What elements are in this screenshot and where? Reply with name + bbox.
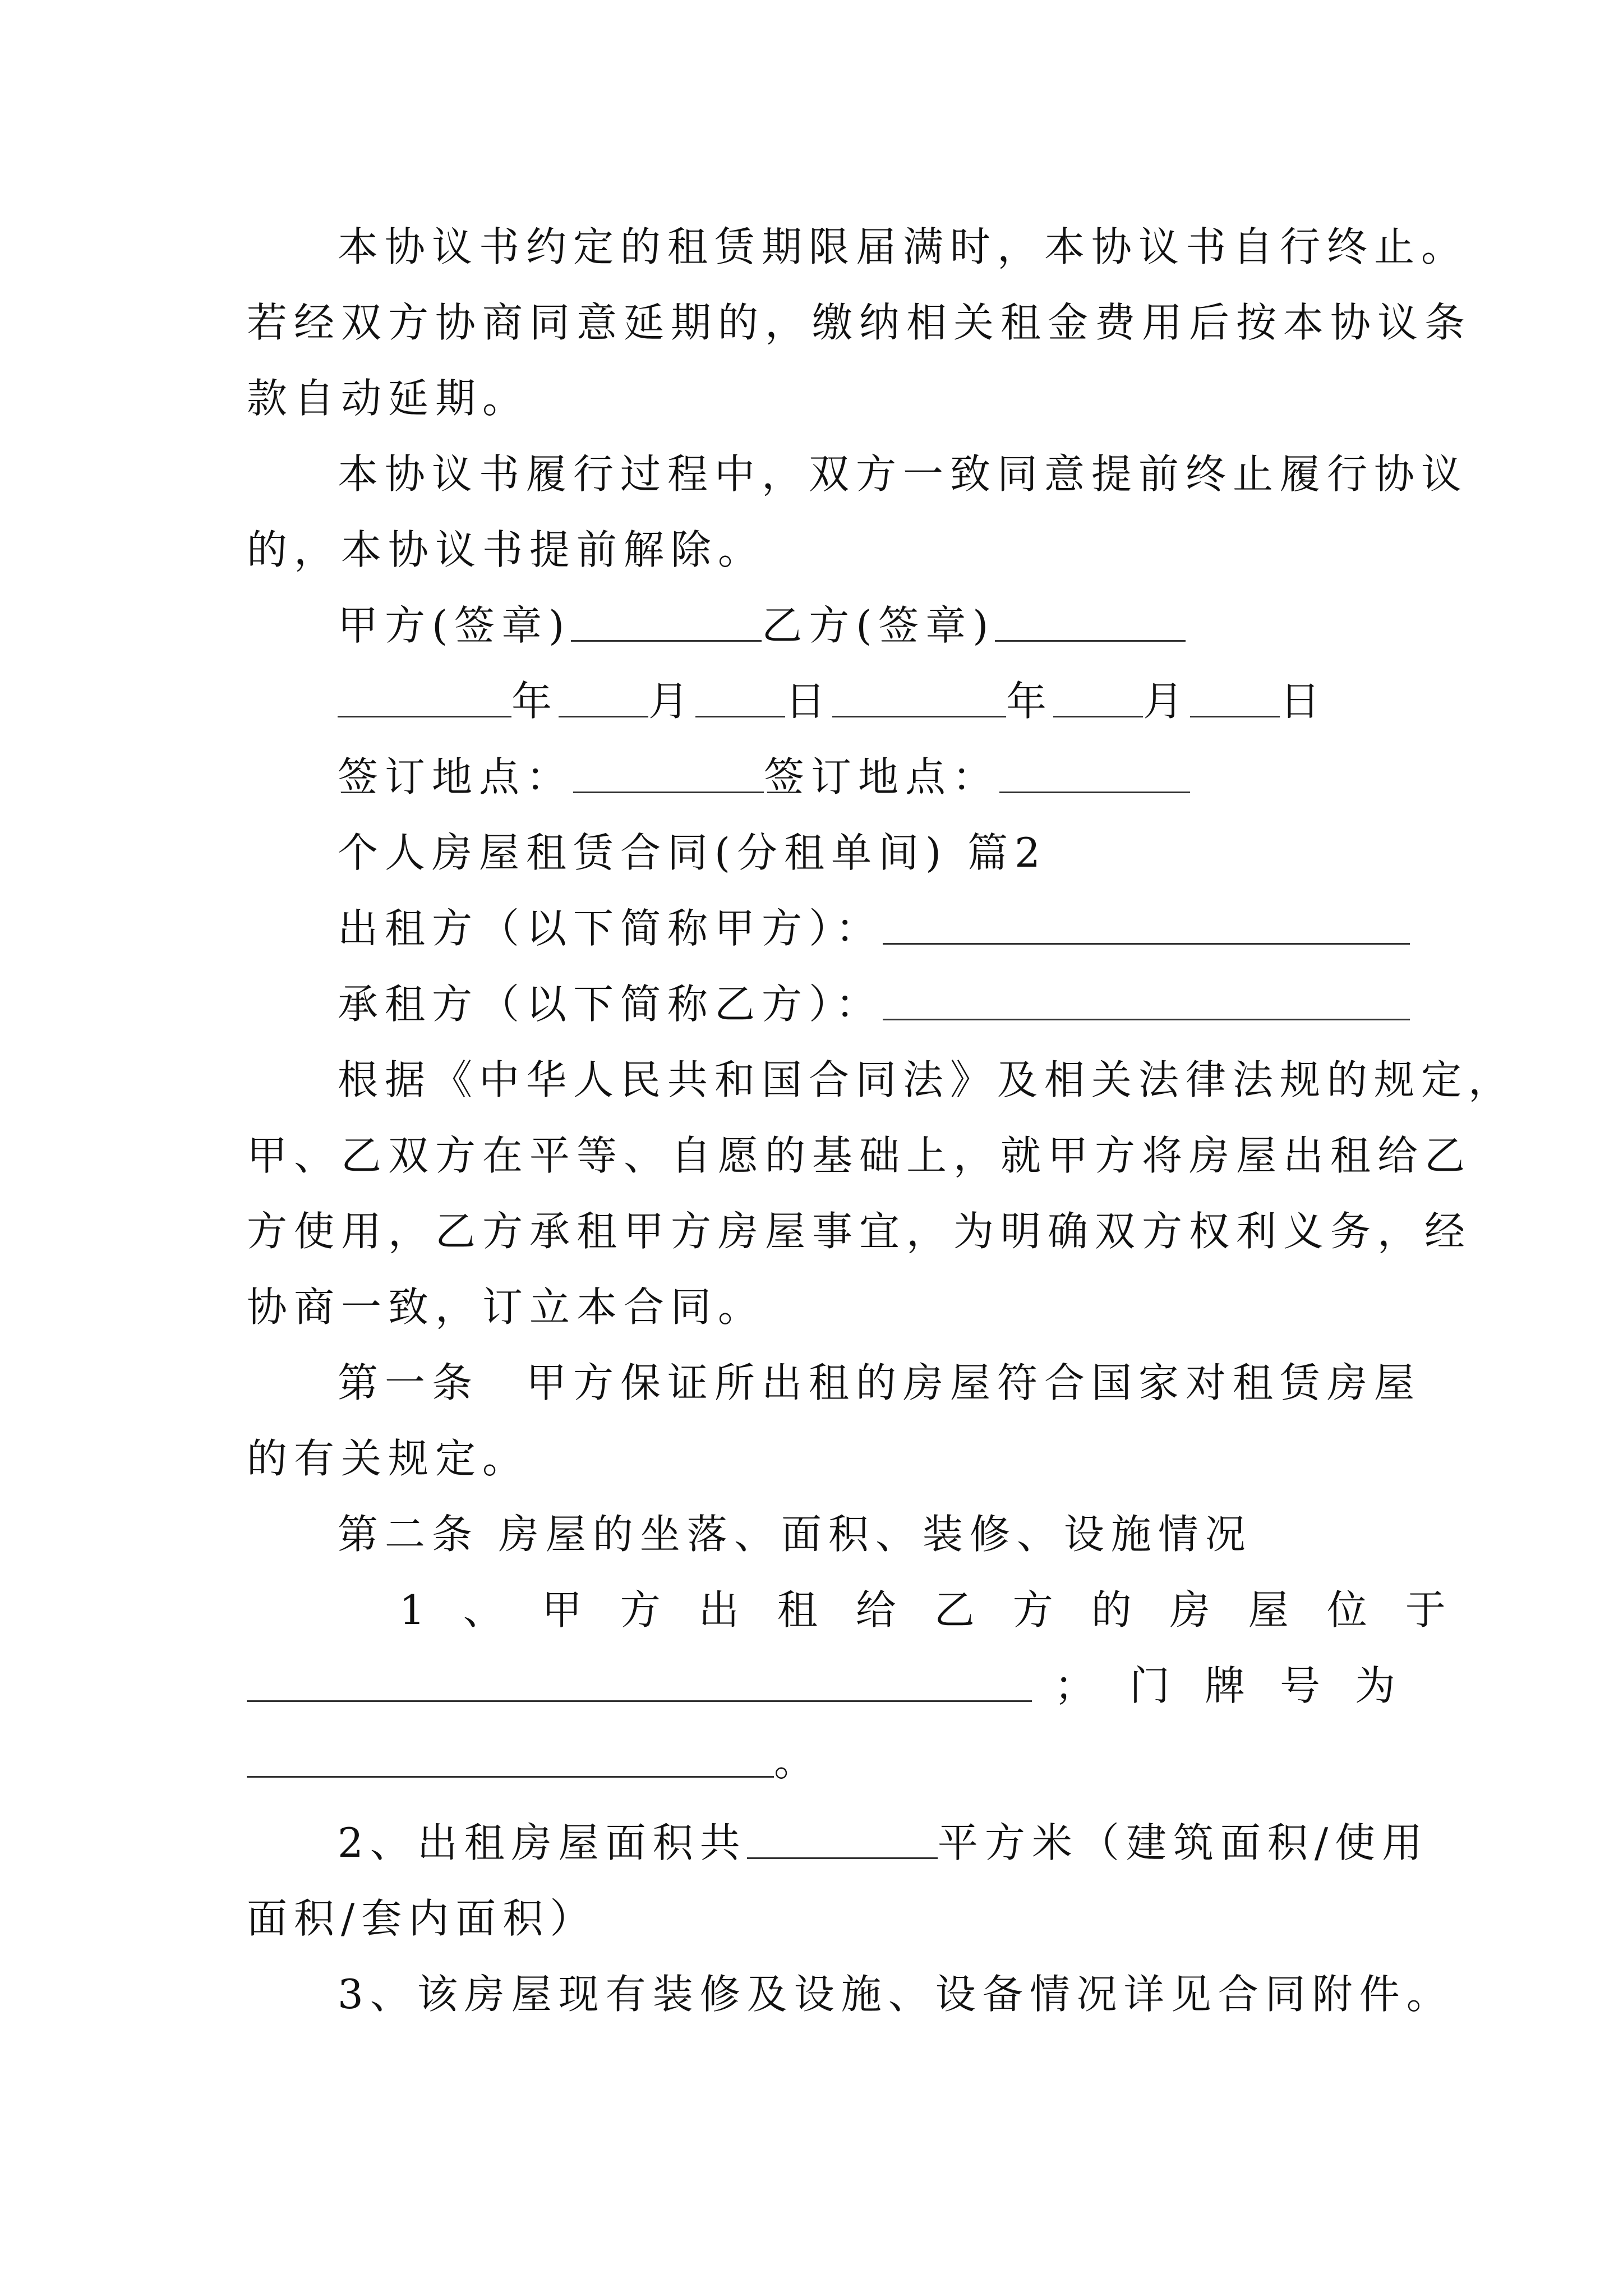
day-label: 日 — [1280, 678, 1327, 725]
year-blank — [338, 682, 511, 717]
area-label: 2、出租房屋面积共 — [338, 1819, 747, 1866]
month-blank — [1053, 682, 1143, 717]
article-1-line: 第一条 甲方保证所出租的房屋符合国家对租赁房屋 — [338, 1359, 1422, 1406]
paragraph-line: 协商一致，订立本合同。 — [247, 1283, 766, 1331]
party-a-sign-label: 甲方(签章) — [338, 602, 571, 649]
month-blank — [559, 682, 648, 717]
paragraph-line: 款自动延期。 — [247, 375, 530, 422]
item-2-line — [0, 1809, 1623, 1876]
signature-line — [0, 592, 1623, 659]
period-mark: 。 — [774, 1738, 822, 1785]
paragraph-line: 方使用，乙方承租甲方房屋事宜，为明确双方权利义务，经 — [247, 1208, 1472, 1255]
lessor-blank — [883, 909, 1410, 945]
lessor-label: 出租方（以下简称甲方）： — [338, 905, 883, 952]
party-b-sign-label: 乙方(签章) — [762, 602, 995, 649]
year-blank — [832, 682, 1006, 717]
area-blank — [747, 1824, 938, 1859]
month-label: 月 — [648, 678, 696, 725]
day-blank — [695, 682, 785, 717]
lessee-blank — [883, 985, 1410, 1020]
sign-place-blank — [999, 758, 1190, 793]
location-blank — [247, 1667, 1032, 1702]
item-3-line: 3、该房屋现有装修及设施、设备情况详见合同附件。 — [338, 1971, 1454, 2018]
month-label: 月 — [1143, 678, 1191, 725]
year-label: 年 — [1006, 678, 1054, 725]
sign-place-blank — [573, 758, 764, 793]
day-blank — [1190, 682, 1280, 717]
article-2-title: 第二条 房屋的坐落、面积、装修、设施情况 — [338, 1511, 1252, 1558]
article-1-line: 的有关规定。 — [247, 1435, 530, 1482]
paragraph-line: 甲、乙双方在平等、自愿的基础上，就甲方将房屋出租给乙 — [247, 1132, 1472, 1179]
paragraph-line: 的，本协议书提前解除。 — [247, 526, 766, 573]
item-2-line: 面积/套内面积） — [247, 1895, 597, 1942]
sign-place-label: 签订地点： — [338, 753, 574, 800]
paragraph-line: 本协议书约定的租赁期限届满时，本协议书自行终止。 — [338, 223, 1469, 270]
party-a-sign-blank — [571, 606, 762, 642]
item-1-line: 1、甲方出租给乙方的房屋位于 — [399, 1586, 1484, 1634]
item-1-line — [0, 1728, 1623, 1795]
paragraph-line: 根据《中华人民共和国合同法》及相关法律法规的规定， — [338, 1056, 1516, 1103]
paragraph-line: 若经双方协商同意延期的，缴纳相关租金费用后按本协议条 — [247, 299, 1472, 346]
lessee-line — [0, 970, 1623, 1038]
day-label: 日 — [785, 678, 833, 725]
sign-place-line — [0, 743, 1623, 811]
sign-place-label: 签订地点： — [764, 753, 1000, 800]
item-1-line — [0, 1652, 1623, 1719]
doorplate-label: ；门牌号为 — [1054, 1662, 1431, 1709]
section-heading: 个人房屋租赁合同(分租单间) 篇2 — [338, 829, 1047, 876]
area-unit-label: 平方米（建筑面积/使用 — [937, 1819, 1430, 1866]
lessee-label: 承租方（以下简称乙方）： — [338, 981, 883, 1028]
doorplate-blank — [247, 1742, 774, 1778]
lessor-line — [0, 895, 1623, 962]
year-label: 年 — [511, 678, 559, 725]
party-b-sign-blank — [995, 606, 1186, 642]
date-line — [0, 668, 1623, 735]
paragraph-line: 本协议书履行过程中，双方一致同意提前终止履行协议 — [338, 450, 1469, 498]
